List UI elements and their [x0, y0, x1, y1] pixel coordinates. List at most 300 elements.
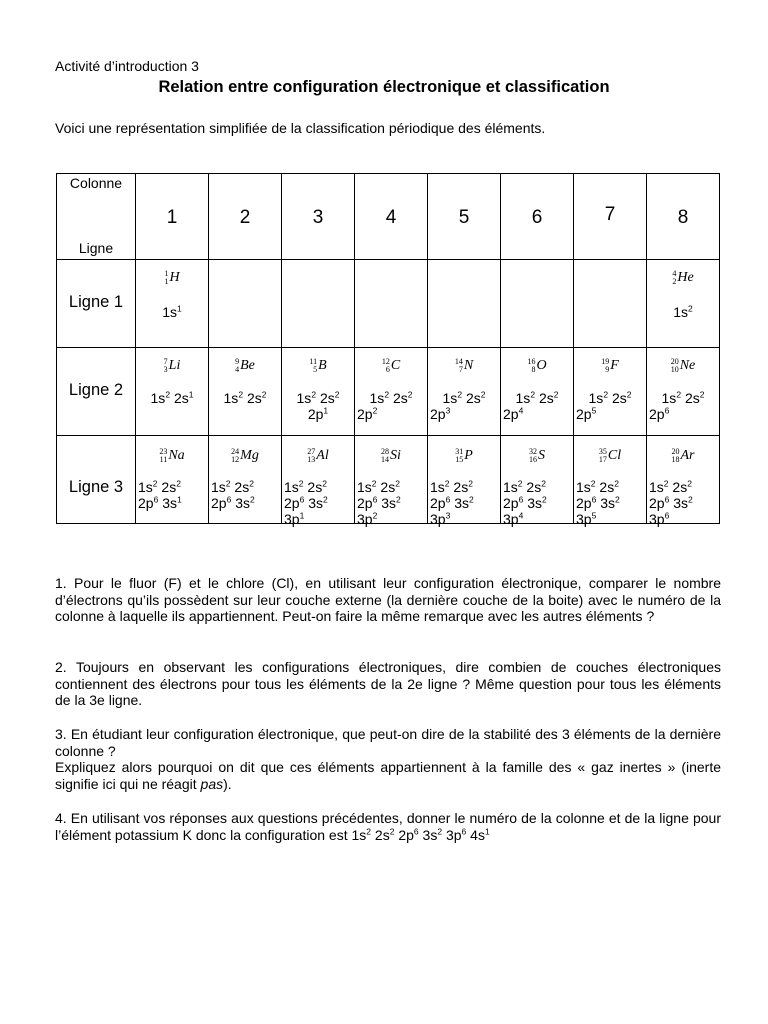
element-cell-h — [136, 260, 209, 348]
mass-number: 4 — [672, 269, 677, 278]
column-header — [209, 174, 282, 260]
orbital: $1s^2$ — [211, 478, 231, 495]
nuclide-notation — [282, 358, 354, 374]
orbital: $3s^1$ — [162, 494, 182, 511]
nuclide-notation — [209, 358, 281, 374]
electron-count: 4 — [518, 510, 524, 521]
element-symbol: S — [538, 448, 545, 463]
mass-number: 12 — [381, 357, 390, 366]
element-symbol: He — [677, 270, 694, 285]
orbital: $2s^2$ — [465, 389, 486, 406]
atomic-number: 13 — [307, 455, 316, 464]
configuration-line — [211, 390, 279, 406]
orbital: $4s^1$ — [470, 825, 490, 843]
orbital: $1s^2$ — [296, 389, 317, 406]
configuration-line — [211, 495, 279, 511]
orbital: $1s^2$ — [369, 389, 390, 406]
element-symbol: Mg — [240, 448, 259, 463]
orbital: $2p^2$ — [357, 405, 378, 422]
electron-configuration — [357, 390, 425, 422]
orbital: $2p^6$ — [398, 825, 419, 843]
nuclide-notation — [136, 448, 208, 464]
column-axis-label: Colonne — [69, 175, 123, 191]
configuration-line — [576, 511, 644, 527]
atomic-number: 3 — [163, 365, 168, 374]
orbital: $2s^2$ — [453, 478, 473, 495]
orbital: $3p^6$ — [445, 825, 467, 843]
element-cell-o — [501, 348, 574, 436]
electron-count: 2 — [372, 510, 378, 521]
electron-count: 2 — [688, 303, 693, 314]
orbital: $3s^2$ — [673, 494, 693, 511]
row-label: Ligne 2 — [68, 381, 124, 399]
electron-count: 2 — [699, 389, 705, 400]
empty-cell — [501, 260, 574, 348]
row-header — [57, 260, 136, 348]
configuration-line — [138, 479, 206, 495]
configuration-line — [430, 495, 498, 511]
element-symbol: Na — [168, 448, 185, 463]
empty-cell — [209, 260, 282, 348]
configuration-line — [503, 479, 571, 495]
nuclide-notation — [501, 448, 573, 464]
orbital: $2s^2$ — [392, 389, 413, 406]
nuclide-notation — [136, 358, 208, 374]
element-cell-cl — [574, 436, 647, 527]
atomic-number: 15 — [455, 455, 464, 464]
electron-count: 1 — [177, 494, 182, 505]
electron-count: 2 — [366, 825, 372, 836]
question-1: 1. Pour le fluor (F) et le chlore (Cl), en utilisant leur configuration électronique, comparer le nombre d’électrons qu’ils possèdent sur leur couche externe (la dernière couche de la boite) avec le numéro de la colonne à laquelle ils appartiennent. Peut-on faire la même remarque avec les autres éléments ? — [55, 575, 721, 624]
orbital: $1s^2$ — [673, 303, 693, 320]
nuclide-notation — [209, 448, 281, 464]
atomic-number: 18 — [671, 455, 680, 464]
orbital: $1s^2$ — [649, 478, 669, 495]
configuration-line — [430, 511, 498, 527]
element-cell-be — [209, 348, 282, 436]
configuration-line — [357, 511, 425, 527]
element-symbol: Ne — [679, 358, 696, 373]
orbital: $3p^6$ — [649, 510, 670, 527]
mass-number: 7 — [163, 357, 168, 366]
element-symbol: Ar — [680, 448, 695, 463]
question-3 — [55, 726, 721, 792]
electron-count: 2 — [663, 478, 669, 489]
orbital: $3p^1$ — [284, 510, 305, 527]
orbital: $3s^2$ — [422, 825, 443, 843]
orbital: $2p^3$ — [430, 405, 451, 422]
configuration-line — [430, 479, 498, 495]
orbital: $3p^2$ — [357, 510, 378, 527]
electron-count: 2 — [553, 389, 559, 400]
atomic-number: 11 — [159, 455, 168, 464]
mass-number: 9 — [235, 357, 240, 366]
orbital: $1s^2$ — [503, 478, 523, 495]
mass-number: 31 — [455, 447, 464, 456]
electron-count: 2 — [249, 478, 254, 489]
atomic-number: 6 — [385, 365, 390, 374]
mass-number: 23 — [159, 447, 168, 456]
electron-count: 2 — [372, 405, 378, 416]
element-cell-al — [282, 436, 355, 527]
electron-count: 2 — [334, 389, 340, 400]
electron-count: 2 — [323, 494, 328, 505]
electron-configuration — [649, 390, 717, 422]
page-title: Relation entre configuration électronique et classification — [158, 78, 610, 96]
nuclide-notation — [428, 448, 500, 464]
element-symbol: Si — [390, 448, 401, 463]
question-3-text: Expliquez alors pourquoi on dit que ces éléments appartiennent à la famille des « gaz inertes » (inerte signifie ici qui ne réagit — [55, 759, 721, 792]
activity-label: Activité d’introduction 3 — [55, 58, 199, 74]
configuration-line — [138, 304, 206, 320]
orbital: $2s^2$ — [374, 825, 395, 843]
element-cell-ne — [647, 348, 720, 436]
electron-count: 2 — [371, 478, 377, 489]
electron-count: 6 — [664, 510, 670, 521]
orbital: $2s^2$ — [599, 478, 619, 495]
configuration-line — [357, 390, 425, 406]
electron-count: 1 — [484, 825, 490, 836]
orbital: $3s^2$ — [235, 494, 255, 511]
mass-number: 19 — [601, 357, 610, 366]
atomic-number: 16 — [529, 455, 537, 464]
orbital: $1s^2$ — [661, 389, 682, 406]
element-cell-li — [136, 348, 209, 436]
electron-configuration — [430, 479, 498, 527]
electron-count: 2 — [468, 478, 473, 489]
orbital: $2p^1$ — [307, 405, 329, 422]
electron-count: 2 — [541, 478, 546, 489]
electron-configuration — [284, 390, 352, 422]
mass-number: 20 — [671, 447, 680, 456]
electron-count: 2 — [261, 389, 267, 400]
electron-count: 2 — [480, 389, 486, 400]
orbital: $1s^2$ — [150, 389, 171, 406]
electron-count: 2 — [384, 389, 390, 400]
orbital: $1s^2$ — [351, 825, 372, 843]
configuration-line — [649, 479, 717, 495]
mass-number: 14 — [454, 357, 463, 366]
orbital: $2s^2$ — [526, 478, 546, 495]
electron-count: 2 — [542, 494, 547, 505]
element-cell-si — [355, 436, 428, 527]
electron-count: 2 — [626, 389, 632, 400]
electron-count: 2 — [603, 389, 609, 400]
nuclide-notation — [282, 448, 354, 464]
element-cell-na — [136, 436, 209, 524]
electron-count: 2 — [176, 478, 181, 489]
configuration-line — [649, 511, 717, 527]
orbital: $2p^6$ — [138, 494, 159, 511]
electron-count: 2 — [225, 478, 231, 489]
element-symbol: P — [464, 448, 473, 463]
column-number: 8 — [677, 207, 689, 228]
configuration-line — [503, 511, 571, 527]
electron-count: 6 — [226, 494, 232, 505]
orbital: $2s^2$ — [611, 389, 632, 406]
electron-count: 6 — [413, 825, 419, 836]
electron-configuration — [576, 479, 644, 527]
atomic-number: 10 — [670, 365, 679, 374]
nuclide-notation — [428, 358, 500, 374]
orbital: $2s^2$ — [672, 478, 692, 495]
empty-cell — [282, 260, 355, 348]
column-number: 5 — [458, 207, 470, 228]
column-number: 4 — [385, 207, 397, 228]
nuclide-notation — [647, 358, 719, 374]
nuclide-notation — [355, 358, 427, 374]
orbital: $2s^2$ — [380, 478, 400, 495]
configuration-line — [284, 406, 352, 422]
electron-configuration — [138, 390, 206, 406]
orbital: $2p^6$ — [649, 494, 670, 511]
electron-count: 2 — [395, 478, 400, 489]
electron-configuration — [503, 390, 571, 422]
orbital: $2p^6$ — [576, 494, 597, 511]
orbital: $1s^2$ — [576, 478, 596, 495]
electron-configuration — [211, 479, 279, 511]
question-3-line-1: 3. En étudiant leur configuration électronique, que peut-on dire de la stabilité des 3 éléments de la dernière colonne ? — [55, 726, 721, 759]
orbital: $2p^4$ — [503, 405, 524, 422]
nuclide-notation — [574, 358, 646, 374]
electron-count: 5 — [591, 405, 597, 416]
question-3-emphasis: pas — [200, 775, 224, 792]
orbital: $3p^5$ — [576, 510, 597, 527]
mass-number: 27 — [307, 447, 316, 456]
mass-number: 11 — [309, 357, 318, 366]
element-cell-p — [428, 436, 501, 527]
electron-count: 2 — [298, 478, 304, 489]
atomic-number: 1 — [164, 277, 169, 286]
electron-count: 1 — [323, 405, 329, 416]
configuration-line — [503, 390, 571, 406]
periodic-table — [56, 173, 720, 527]
row-header — [57, 436, 136, 524]
orbital: $2s^2$ — [307, 478, 327, 495]
atomic-number: 7 — [458, 365, 463, 374]
electron-count: 2 — [615, 494, 620, 505]
electron-count: 6 — [372, 494, 378, 505]
orbital: $1s^2$ — [223, 389, 244, 406]
element-symbol: Li — [168, 358, 181, 373]
orbital: $1s^2$ — [357, 478, 377, 495]
electron-count: 2 — [687, 478, 692, 489]
orbital: $1s^2$ — [442, 389, 463, 406]
orbital: $3s^2$ — [527, 494, 547, 511]
configuration-line — [357, 479, 425, 495]
orbital: $2p^6$ — [211, 494, 232, 511]
atomic-number: 17 — [598, 455, 607, 464]
electron-count: 2 — [590, 478, 596, 489]
electron-configuration — [284, 479, 352, 527]
mass-number: 16 — [527, 357, 536, 366]
electron-configuration — [430, 390, 498, 422]
orbital: $2s^2$ — [319, 389, 340, 406]
element-symbol: N — [463, 358, 474, 373]
row-header — [57, 348, 136, 436]
atomic-number: 12 — [231, 455, 240, 464]
configuration-line — [284, 495, 352, 511]
element-symbol: B — [318, 358, 327, 373]
empty-cell — [574, 260, 647, 348]
configuration-line — [576, 479, 644, 495]
element-cell-ar — [647, 436, 720, 527]
orbital: $3s^2$ — [308, 494, 328, 511]
element-symbol: Al — [316, 448, 329, 463]
electron-count: 6 — [445, 494, 451, 505]
element-symbol: H — [169, 270, 180, 285]
electron-configuration — [503, 479, 571, 527]
atomic-number: 9 — [605, 365, 610, 374]
nuclide-notation — [136, 270, 208, 286]
table-row-ligne-3 — [57, 436, 720, 524]
element-symbol: Be — [240, 358, 255, 373]
orbital: $2p^5$ — [576, 405, 597, 422]
electron-count: 6 — [664, 494, 670, 505]
electron-configuration — [357, 479, 425, 527]
electron-configuration — [211, 390, 279, 406]
element-symbol: O — [536, 358, 547, 373]
column-header — [282, 174, 355, 260]
electron-count: 6 — [591, 494, 597, 505]
column-number: 3 — [312, 207, 324, 228]
atomic-number: 2 — [672, 277, 677, 286]
orbital: $1s^2$ — [588, 389, 609, 406]
orbital: $3p^4$ — [503, 510, 524, 527]
mass-number: 24 — [231, 447, 240, 456]
element-cell-he — [647, 260, 720, 348]
nuclide-notation — [647, 448, 719, 464]
orbital: $1s^1$ — [162, 303, 182, 320]
configuration-line — [284, 479, 352, 495]
atomic-number: 4 — [235, 365, 240, 374]
electron-count: 6 — [461, 825, 467, 836]
orbital: $1s^2$ — [138, 478, 158, 495]
electron-count: 2 — [469, 494, 474, 505]
empty-cell — [355, 260, 428, 348]
configuration-line — [576, 495, 644, 511]
potassium-configuration — [352, 827, 490, 843]
mass-number: 1 — [164, 269, 169, 278]
electron-count: 2 — [238, 389, 244, 400]
electron-configuration — [138, 479, 206, 511]
orbital: $2s^2$ — [161, 478, 181, 495]
electron-count: 2 — [152, 478, 158, 489]
configuration-line — [430, 390, 498, 406]
electron-count: 2 — [614, 478, 619, 489]
orbital: $2s^2$ — [538, 389, 559, 406]
configuration-line — [649, 406, 717, 422]
table-header-row — [57, 174, 720, 260]
configuration-line — [138, 390, 206, 406]
configuration-line — [503, 495, 571, 511]
configuration-line — [357, 406, 425, 422]
configuration-line — [576, 390, 644, 406]
element-cell-b — [282, 348, 355, 436]
nuclide-notation — [647, 270, 719, 286]
empty-cell — [428, 260, 501, 348]
atomic-number: 5 — [313, 365, 318, 374]
column-number: 1 — [166, 207, 178, 228]
element-cell-mg — [209, 436, 282, 524]
configuration-line — [357, 495, 425, 511]
orbital: $2p^6$ — [503, 494, 524, 511]
orbital: $3s^2$ — [600, 494, 620, 511]
electron-configuration — [576, 390, 644, 422]
element-cell-n — [428, 348, 501, 436]
electron-count: 2 — [457, 389, 463, 400]
orbital: $3s^2$ — [381, 494, 401, 511]
orbital: $1s^2$ — [515, 389, 536, 406]
element-cell-s — [501, 436, 574, 527]
configuration-line — [138, 495, 206, 511]
configuration-line — [284, 390, 352, 406]
electron-configuration — [138, 304, 206, 320]
row-axis-label: Ligne — [78, 240, 114, 256]
column-header — [136, 174, 209, 260]
electron-count: 2 — [396, 494, 401, 505]
question-2: 2. Toujours en observant les configurations électroniques, dire combien de couches électroniques contiennent des électrons pour tous les éléments de la 2e ligne ? Même question pour tous les éléments de la 3e ligne. — [55, 659, 721, 708]
orbital: $1s^2$ — [284, 478, 304, 495]
column-header — [501, 174, 574, 260]
orbital: $3s^2$ — [454, 494, 474, 511]
orbital: $1s^2$ — [430, 478, 450, 495]
orbital: $2s^2$ — [684, 389, 705, 406]
mass-number: 20 — [670, 357, 679, 366]
electron-count: 2 — [407, 389, 413, 400]
orbital: $2p^6$ — [357, 494, 378, 511]
mass-number: 28 — [381, 447, 390, 456]
question-3-line-2 — [55, 759, 721, 792]
element-symbol: F — [610, 358, 619, 373]
electron-count: 2 — [311, 389, 317, 400]
configuration-line — [576, 406, 644, 422]
electron-count: 6 — [518, 494, 524, 505]
configuration-line — [430, 406, 498, 422]
atomic-number: 14 — [381, 455, 390, 464]
orbital: $2s^2$ — [234, 478, 254, 495]
column-header — [355, 174, 428, 260]
electron-count: 2 — [389, 825, 395, 836]
atomic-number: 8 — [531, 365, 536, 374]
electron-count: 2 — [517, 478, 523, 489]
orbital: $2p^6$ — [284, 494, 305, 511]
orbital: $2p^6$ — [430, 494, 451, 511]
electron-count: 3 — [445, 405, 451, 416]
nuclide-notation — [355, 448, 427, 464]
electron-count: 6 — [664, 405, 670, 416]
table-row-ligne-1 — [57, 260, 720, 348]
mass-number: 32 — [529, 447, 537, 456]
element-symbol: C — [390, 358, 401, 373]
element-cell-f — [574, 348, 647, 436]
configuration-line — [649, 390, 717, 406]
mass-number: 35 — [598, 447, 607, 456]
column-number: 7 — [604, 204, 616, 225]
electron-count: 2 — [437, 825, 443, 836]
configuration-line — [284, 511, 352, 527]
electron-count: 2 — [676, 389, 682, 400]
element-cell-c — [355, 348, 428, 436]
electron-count: 1 — [188, 389, 194, 400]
orbital: $2s^2$ — [246, 389, 267, 406]
row-label: Ligne 3 — [68, 478, 124, 496]
nuclide-notation — [574, 448, 646, 464]
electron-count: 3 — [445, 510, 451, 521]
electron-configuration — [649, 304, 717, 320]
table-row-ligne-2 — [57, 348, 720, 436]
question-3-end: ). — [223, 775, 232, 792]
